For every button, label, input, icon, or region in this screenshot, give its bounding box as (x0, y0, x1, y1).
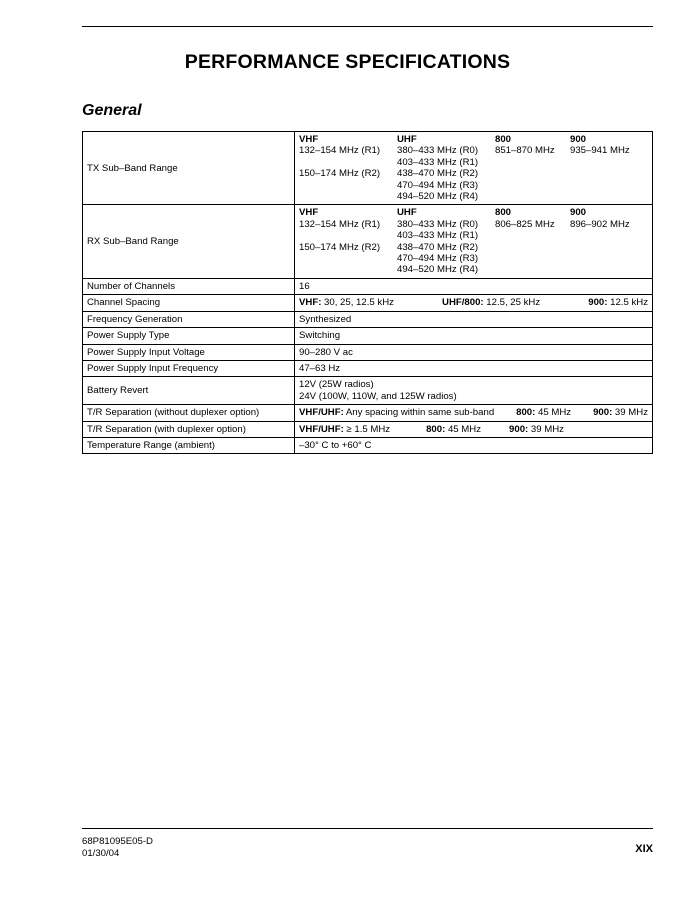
row-label: T/R Separation (without duplexer option) (83, 405, 295, 421)
band-cell: 851–870 MHz (495, 145, 555, 157)
band-cell (495, 168, 570, 179)
band-grid (299, 134, 648, 202)
band-cell (299, 157, 397, 168)
band-cell (570, 264, 640, 275)
tr-800: 800: 45 MHz (426, 423, 482, 435)
row-label: Temperature Range (ambient) (83, 437, 295, 453)
band-cell: 438–470 MHz (R2) (397, 241, 479, 253)
band-header: 800 (495, 207, 512, 219)
band-cell (570, 230, 640, 241)
section-heading: General (82, 102, 142, 119)
row-label: TX Sub–Band Range (83, 132, 295, 205)
band-cell: 935–941 MHz (570, 145, 630, 157)
band-cell: 494–520 MHz (R4) (397, 264, 479, 276)
row-label: RX Sub–Band Range (83, 205, 295, 278)
row-value (295, 295, 653, 311)
tx-band-grid (295, 132, 653, 205)
footer-left (82, 836, 153, 859)
row-value: 16 (295, 278, 653, 294)
bottom-rule (82, 828, 653, 829)
band-cell (495, 253, 570, 264)
band-cell (495, 264, 570, 275)
band-cell: 403–433 MHz (R1) (397, 156, 479, 168)
battery-line-1: 12V (25W radios) (299, 379, 374, 391)
spacing-values (299, 297, 648, 308)
page-number: XIX (635, 843, 653, 855)
spec-table (82, 131, 653, 454)
band-header: 800 (495, 134, 512, 145)
band-cell (570, 168, 640, 179)
tr-900: 900: 39 MHz (593, 407, 648, 419)
row-value (295, 405, 653, 421)
band-cell: 132–154 MHz (R1) (299, 145, 381, 157)
table-row (83, 437, 653, 453)
table-row (83, 205, 653, 278)
table-row (83, 405, 653, 421)
band-cell (570, 253, 640, 264)
band-cell: 470–494 MHz (R3) (397, 253, 479, 265)
table-row (83, 344, 653, 360)
band-header: UHF (397, 207, 417, 219)
band-cell (299, 180, 397, 191)
tr-900: 900: 39 MHz (509, 423, 564, 435)
band-header: VHF (299, 207, 319, 219)
row-value: –30° C to +60° C (295, 437, 653, 453)
band-cell (570, 157, 640, 168)
footer-doc-number: 68P81095E05-D (82, 836, 153, 847)
row-label: Battery Revert (83, 377, 295, 405)
tr-vhf-uhf: VHF/UHF: ≥ 1.5 MHz (299, 423, 391, 435)
band-cell (495, 180, 570, 191)
tr-nodup-values (299, 407, 648, 418)
table-row (83, 278, 653, 294)
band-header: VHF (299, 134, 319, 145)
table-row (83, 360, 653, 376)
band-cell: 438–470 MHz (R2) (397, 168, 479, 180)
row-label: Channel Spacing (83, 295, 295, 311)
band-cell (570, 180, 640, 191)
row-label: Power Supply Input Frequency (83, 360, 295, 376)
row-label: Power Supply Type (83, 328, 295, 344)
table-row (83, 328, 653, 344)
row-label: Frequency Generation (83, 311, 295, 327)
tr-vhf-uhf: VHF/UHF: Any spacing within same sub-band (299, 407, 495, 419)
table-row (83, 295, 653, 311)
tr-800: 800: 45 MHz (516, 407, 572, 419)
band-cell (299, 253, 397, 264)
band-cell: 150–174 MHz (R2) (299, 241, 381, 253)
band-cell: 896–902 MHz (570, 218, 630, 230)
band-cell (495, 242, 570, 253)
row-label: Power Supply Input Voltage (83, 344, 295, 360)
band-header: UHF (397, 134, 417, 145)
row-value (295, 421, 653, 437)
band-cell (570, 191, 640, 202)
row-value: 47–63 Hz (295, 360, 653, 376)
band-cell: 380–433 MHz (R0) (397, 218, 479, 230)
table-row (83, 421, 653, 437)
band-cell (299, 191, 397, 202)
row-label: T/R Separation (with duplexer option) (83, 421, 295, 437)
band-cell: 494–520 MHz (R4) (397, 191, 479, 203)
battery-line-2: 24V (100W, 110W, and 125W radios) (299, 390, 457, 402)
rx-band-grid (295, 205, 653, 278)
table-row (83, 132, 653, 205)
row-value: Synthesized (295, 311, 653, 327)
band-cell: 132–154 MHz (R1) (299, 218, 381, 230)
band-cell: 150–174 MHz (R2) (299, 168, 381, 180)
spacing-vhf: VHF: 30, 25, 12.5 kHz (299, 297, 394, 309)
band-cell: 470–494 MHz (R3) (397, 179, 479, 191)
table-row (83, 311, 653, 327)
band-cell (299, 264, 397, 275)
band-grid (299, 207, 648, 275)
top-rule (82, 26, 653, 27)
spacing-900: 900: 12.5 kHz (588, 297, 648, 309)
band-cell (495, 191, 570, 202)
table-row (83, 377, 653, 405)
spacing-uhf: UHF/800: 12.5, 25 kHz (442, 297, 541, 309)
band-header: 900 (570, 207, 587, 219)
band-cell: 806–825 MHz (495, 218, 555, 230)
row-value: Switching (295, 328, 653, 344)
row-label: Number of Channels (83, 278, 295, 294)
tr-dup-values (299, 424, 648, 435)
band-cell: 380–433 MHz (R0) (397, 145, 479, 157)
band-cell (299, 230, 397, 241)
band-cell (570, 242, 640, 253)
footer-date: 01/30/04 (82, 847, 120, 859)
band-cell: 403–433 MHz (R1) (397, 230, 479, 242)
page-title: PERFORMANCE SPECIFICATIONS (184, 51, 511, 73)
row-value (295, 377, 653, 405)
row-value: 90–280 V ac (295, 344, 653, 360)
band-cell (495, 230, 570, 241)
band-cell (495, 157, 570, 168)
band-header: 900 (570, 134, 587, 145)
